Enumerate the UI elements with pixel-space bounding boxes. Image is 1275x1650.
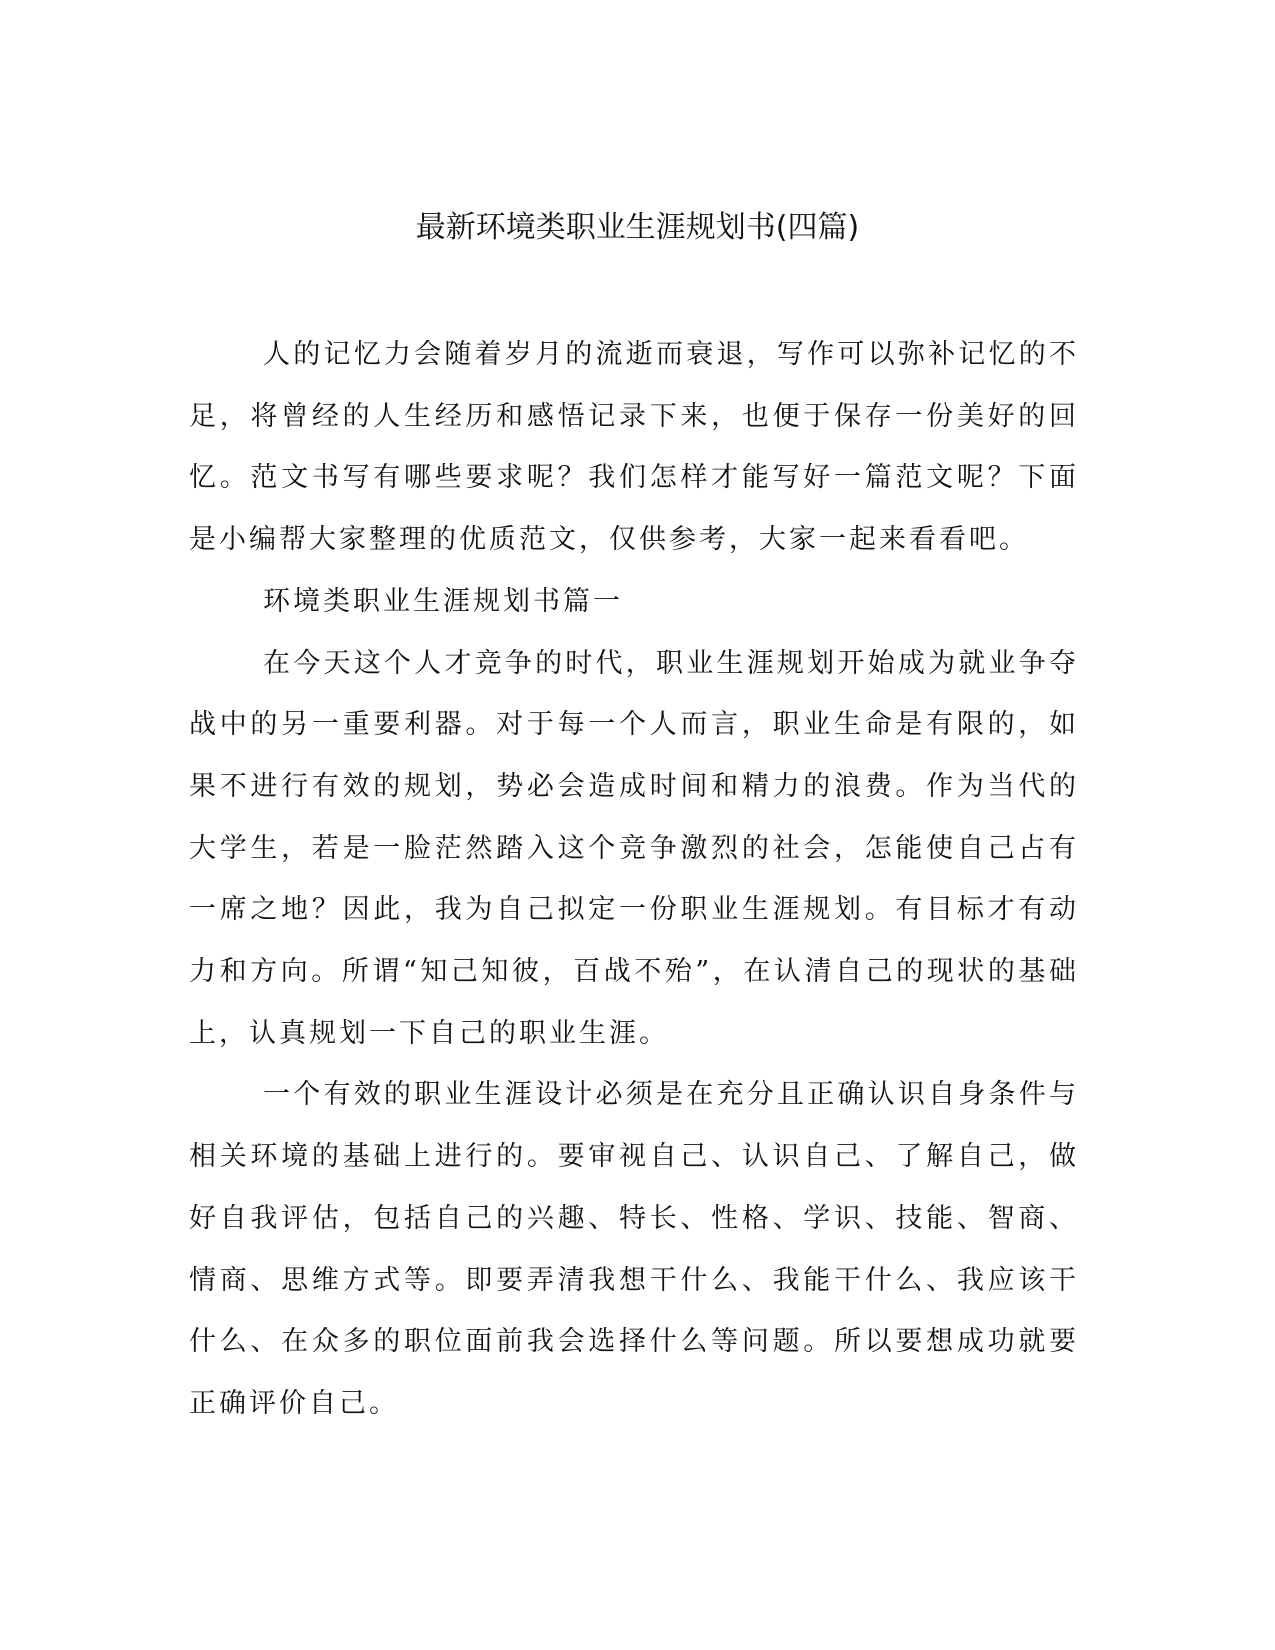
document-body	[189, 324, 1079, 1435]
section-heading: 环境类职业生涯规划书篇一	[263, 585, 623, 617]
body-paragraph: 在今天这个人才竞争的时代，职业生涯规划开始成为就业争夺战中的另一重要利器。对于每一个人而言，职业生命是有限的，如果不进行有效的规划，势必会造成时间和精力的浪费。作为当代的大学生，若是一脸茫然踏入这个竞争激烈的社会，怎能使自己占有一席之地？因此，我为自己拟定一份职业生涯规划。有目标才有动力和方向。所谓“知己知彼，百战不殆”，在认清自己的现状的基础上，认真规划一下自己的职业生涯。	[189, 647, 1079, 1049]
intro-paragraph: 人的记忆力会随着岁月的流逝而衰退，写作可以弥补记忆的不足，将曾经的人生经历和感悟记录下来，也便于保存一份美好的回忆。范文书写有哪些要求呢？我们怎样才能写好一篇范文呢？下面是小编帮大家整理的优质范文，仅供参考，大家一起来看看吧。	[189, 339, 1079, 556]
body-paragraph: 一个有效的职业生涯设计必须是在充分且正确认识自身条件与相关环境的基础上进行的。要审视自己、认识自己、了解自己，做好自我评估，包括自己的兴趣、特长、性格、学识、技能、智商、情商、思维方式等。即要弄清我想干什么、我能干什么、我应该干什么、在众多的职位面前我会选择什么等问题。所以要想成功就要正确评价自己。	[189, 1079, 1079, 1419]
document-title: 最新环境类职业生涯规划书(四篇)	[415, 210, 860, 245]
